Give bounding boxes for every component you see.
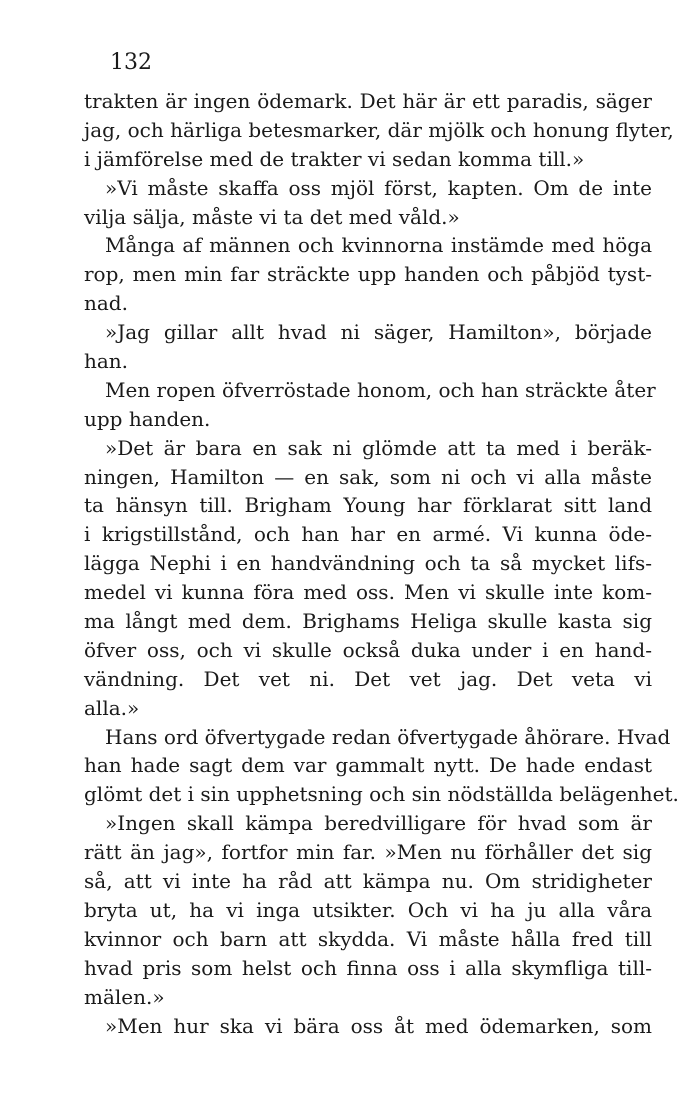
text-line: ningen, Hamilton — en sak, som ni och vi alla måste <box>84 464 652 489</box>
text-line: mälen.» <box>84 984 165 1009</box>
text-line: vändning. Det vet ni. Det vet jag. Det veta vi <box>84 666 652 691</box>
text-line: Men ropen öfverröstade honom, och han sträckte åter <box>105 377 656 402</box>
text-line: rop, men min far sträckte upp handen och påbjöd tyst- <box>84 262 652 287</box>
text-line: upp handen. <box>84 406 211 431</box>
text-line: vilja sälja, måste vi ta det med våld.» <box>84 204 460 229</box>
text-line: bryta ut, ha vi inga utsikter. Och vi ha ju alla våra <box>84 897 652 922</box>
text-line: lägga Nephi i en handvändning och ta så mycket lifs- <box>84 551 652 576</box>
text-line: kvinnor och barn att skydda. Vi måste hålla fred till <box>84 926 652 951</box>
text-line: medel vi kunna föra med oss. Men vi skulle inte kom- <box>84 580 652 605</box>
text-line: »Ingen skall kämpa beredvilligare för hvad som är <box>105 811 652 836</box>
text-line: Hans ord öfvertygade redan öfvertygade åhörare. Hvad <box>105 724 671 749</box>
text-line: ta hänsyn till. Brigham Young har förklarat sitt land <box>84 493 652 518</box>
text-line: »Vi måste skaffa oss mjöl först, kapten. Om de inte <box>105 175 652 200</box>
text-line: i krigstillstånd, och han har en armé. Vi kunna öde- <box>84 522 652 547</box>
text-line: öfver oss, och vi skulle också duka under i en hand- <box>84 637 652 662</box>
text-line: »Jag gillar allt hvad ni säger, Hamilton», började <box>105 320 652 345</box>
text-line: så, att vi inte ha råd att kämpa nu. Om stridigheter <box>84 869 652 894</box>
text-line: Många af männen och kvinnorna instämde med höga <box>105 233 652 258</box>
text-line: ma långt med dem. Brighams Heliga skulle kasta sig <box>84 609 652 634</box>
page-number: 132 <box>110 50 152 75</box>
text-line: »Men hur ska vi bära oss åt med ödemarken, som <box>105 1013 652 1038</box>
text-line: alla.» <box>84 695 140 720</box>
text-line: »Det är bara en sak ni glömde att ta med i beräk- <box>105 435 652 460</box>
text-line: i jämförelse med de trakter vi sedan komma till.» <box>84 146 585 171</box>
text-line: han hade sagt dem var gammalt nytt. De hade endast <box>84 753 652 778</box>
text-line: trakten är ingen ödemark. Det här är ett paradis, säger <box>84 89 652 113</box>
text-body <box>84 87 679 1040</box>
text-line: han. <box>84 349 129 374</box>
text-line: glömt det i sin upphetsning och sin nödställda belägenhet. <box>84 782 679 807</box>
text-line: rätt än jag», fortfor min far. »Men nu förhåller det sig <box>84 840 652 865</box>
text-line: jag, och härliga betesmarker, där mjölk och honung flyter, <box>84 117 674 142</box>
text-line: hvad pris som helst och finna oss i alla skymfliga till- <box>84 955 652 980</box>
text-line: nad. <box>84 291 128 316</box>
